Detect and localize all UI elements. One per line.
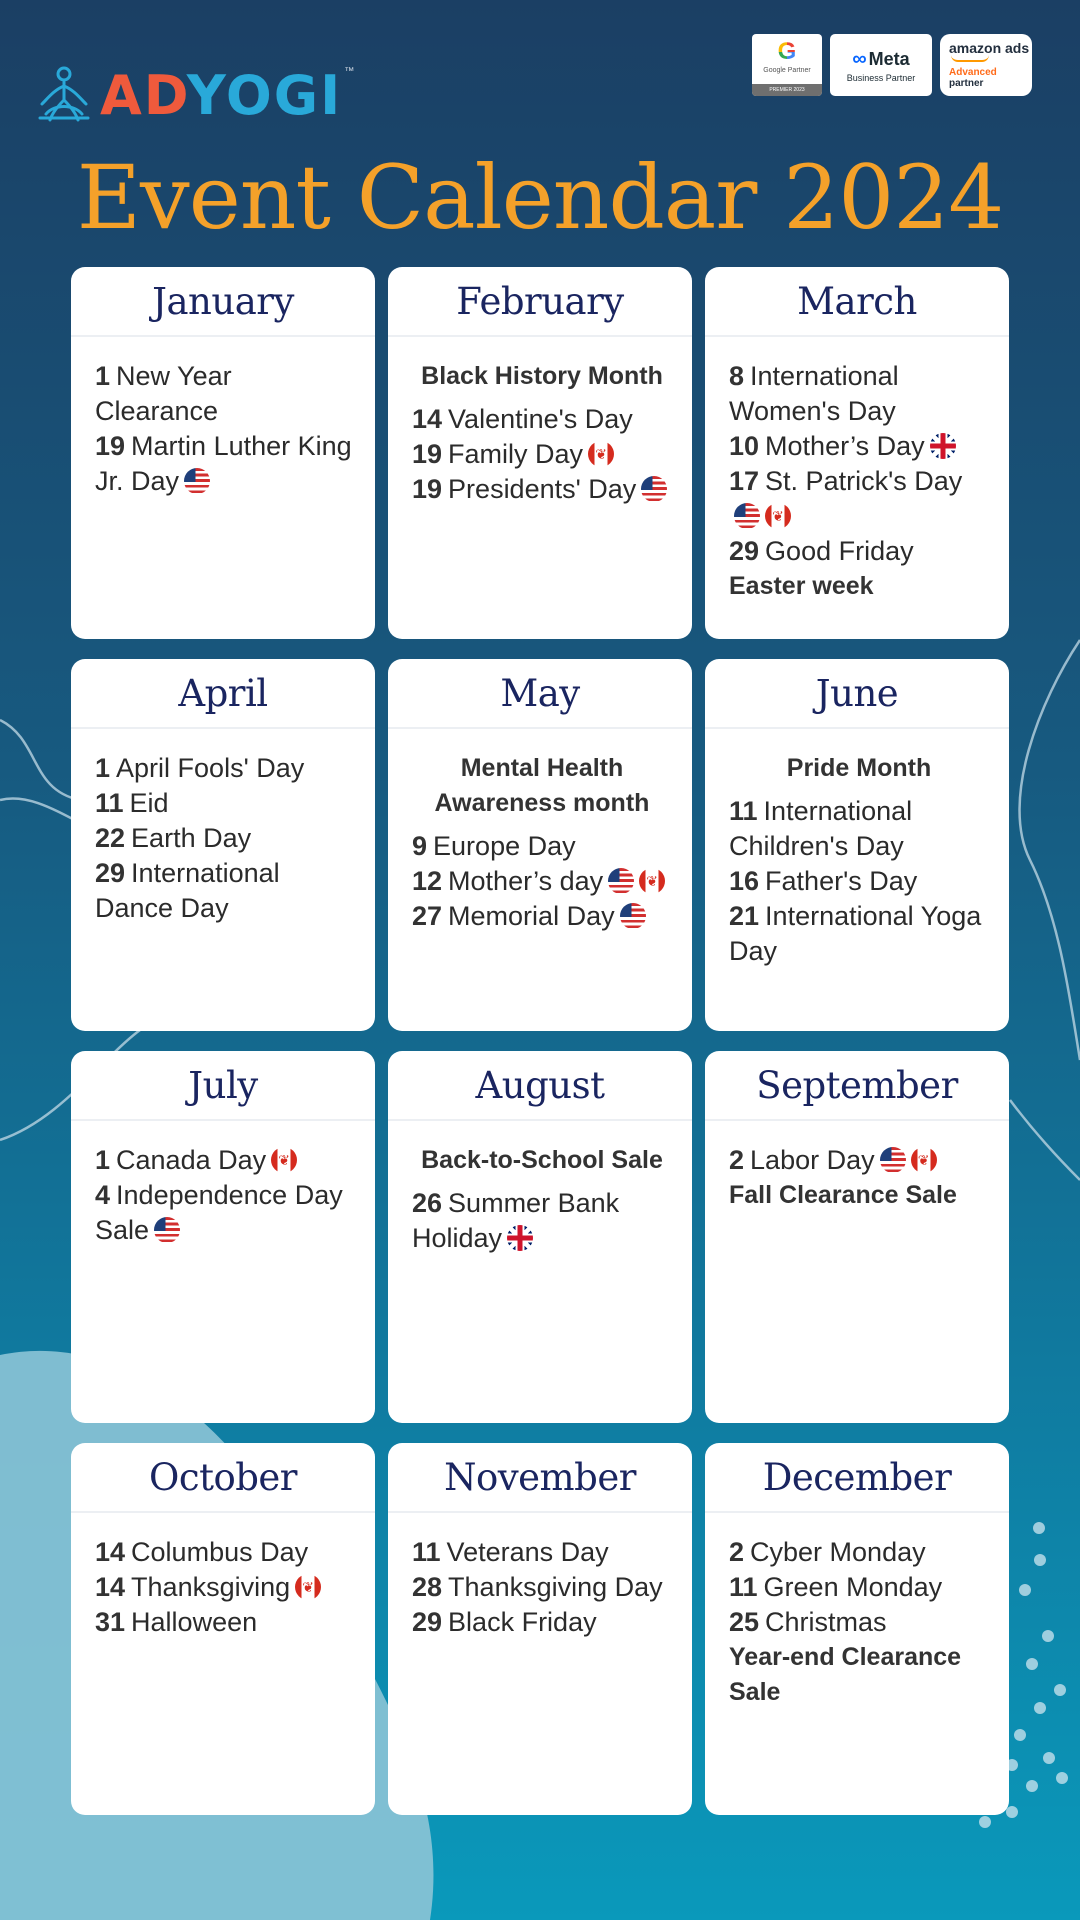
partner-badges — [752, 34, 1032, 96]
event-name: Canada Day — [116, 1145, 267, 1175]
month-card-november — [388, 1443, 692, 1815]
flag-ca-icon — [765, 503, 791, 529]
event-name: International Yoga Day — [729, 901, 982, 966]
event-day: 19 — [412, 439, 443, 469]
event-item — [729, 464, 989, 534]
month-events — [71, 729, 375, 926]
month-events — [705, 337, 1009, 604]
event-item — [412, 1535, 672, 1570]
month-heading: March — [705, 267, 1009, 337]
month-events — [71, 337, 375, 499]
month-card-february — [388, 267, 692, 639]
flag-us-icon — [641, 476, 667, 502]
month-card-may — [388, 659, 692, 1031]
month-observance: Mental Health Awareness month — [434, 754, 650, 817]
event-item — [95, 1535, 355, 1570]
month-events — [705, 729, 1009, 969]
google-partner-badge — [752, 34, 822, 96]
flag-uk-icon — [507, 1225, 533, 1251]
flag-ca-icon — [911, 1147, 937, 1173]
event-day: 25 — [729, 1607, 760, 1637]
event-item — [729, 864, 989, 899]
event-name: Valentine's Day — [448, 404, 633, 434]
event-day: 29 — [729, 536, 760, 566]
month-events — [388, 1121, 692, 1256]
month-heading: August — [388, 1051, 692, 1121]
flag-us-icon — [608, 868, 634, 894]
event-name: Memorial Day — [448, 901, 615, 931]
event-day: 14 — [412, 404, 443, 434]
month-card-october — [71, 1443, 375, 1815]
event-name: Thanksgiving — [131, 1572, 291, 1602]
flag-ca-icon — [588, 441, 614, 467]
month-events — [388, 337, 692, 507]
event-item — [412, 899, 672, 934]
event-item — [412, 1186, 672, 1256]
month-sale-note: Year-end Clearance Sale — [729, 1643, 962, 1706]
meta-title: Meta — [868, 48, 910, 69]
event-day: 31 — [95, 1607, 126, 1637]
event-item — [412, 1605, 672, 1640]
flag-uk-icon — [930, 433, 956, 459]
event-name: Father's Day — [765, 866, 918, 896]
event-name: St. Patrick's Day — [765, 466, 963, 496]
event-item — [412, 829, 672, 864]
month-grid — [71, 267, 1009, 1815]
google-logo-icon: G — [777, 38, 797, 65]
month-events — [71, 1513, 375, 1640]
month-card-august — [388, 1051, 692, 1423]
event-day: 27 — [412, 901, 443, 931]
flag-us-icon — [734, 503, 760, 529]
event-day: 11 — [729, 1572, 758, 1602]
event-name: Labor Day — [750, 1145, 875, 1175]
event-item — [412, 1570, 672, 1605]
event-name: Martin Luther King Jr. Day — [95, 431, 352, 496]
trademark-mark: ™ — [344, 66, 355, 77]
month-events — [705, 1513, 1009, 1710]
header — [0, 30, 1080, 140]
event-name: New Year Clearance — [95, 361, 232, 426]
month-card-july — [71, 1051, 375, 1423]
event-name: Mother’s day — [448, 866, 604, 896]
meta-subtitle: Business Partner — [846, 72, 916, 83]
google-partner-label: Google Partner — [763, 67, 811, 74]
event-item — [729, 794, 989, 864]
event-item — [95, 359, 355, 429]
month-observance: Pride Month — [786, 754, 932, 782]
event-name: Halloween — [131, 1607, 258, 1637]
event-day: 2 — [729, 1537, 745, 1567]
month-events — [388, 729, 692, 934]
event-name: Thanksgiving Day — [448, 1572, 663, 1602]
event-item — [412, 864, 672, 899]
month-heading: July — [71, 1051, 375, 1121]
amazon-partner-level: Advanced — [949, 67, 997, 78]
logo-yogi: YOGI — [186, 64, 343, 127]
event-day: 4 — [95, 1180, 111, 1210]
flag-us-icon — [184, 468, 210, 494]
event-name: Black Friday — [448, 1607, 597, 1637]
flag-us-icon — [154, 1217, 180, 1243]
event-item — [729, 1535, 989, 1570]
event-item — [412, 402, 672, 437]
month-card-april — [71, 659, 375, 1031]
event-name: Mother’s Day — [765, 431, 925, 461]
event-item — [95, 1605, 355, 1640]
adyogi-logo[interactable] — [38, 66, 354, 126]
event-item — [95, 821, 355, 856]
amazon-ads-partner-badge — [940, 34, 1032, 96]
flag-us-icon — [880, 1147, 906, 1173]
event-day: 21 — [729, 901, 760, 931]
event-day: 8 — [729, 361, 745, 391]
event-day: 11 — [412, 1537, 441, 1567]
event-item — [729, 1143, 989, 1178]
event-name: Green Monday — [763, 1572, 943, 1602]
flag-ca-icon — [271, 1147, 297, 1173]
amazon-partner-label: partner — [949, 78, 984, 89]
month-heading: September — [705, 1051, 1009, 1121]
event-name: Columbus Day — [131, 1537, 309, 1567]
month-events — [705, 1121, 1009, 1213]
google-partner-tier: PREMIER 2023 — [752, 84, 822, 96]
event-item — [729, 1570, 989, 1605]
event-item — [95, 1143, 355, 1178]
month-heading: June — [705, 659, 1009, 729]
event-day: 29 — [95, 858, 126, 888]
month-heading: February — [388, 267, 692, 337]
month-heading: May — [388, 659, 692, 729]
event-name: Good Friday — [765, 536, 914, 566]
event-item — [95, 1570, 355, 1605]
event-day: 2 — [729, 1145, 745, 1175]
event-day: 1 — [95, 361, 111, 391]
event-name: International Children's Day — [729, 796, 913, 861]
meta-infinity-icon: ∞ — [852, 47, 867, 70]
event-name: April Fools' Day — [116, 753, 305, 783]
event-item — [95, 751, 355, 786]
month-card-january — [71, 267, 375, 639]
logo-wordmark — [100, 64, 343, 127]
event-name: Earth Day — [131, 823, 252, 853]
event-item — [412, 437, 672, 472]
month-heading: April — [71, 659, 375, 729]
event-name: International Women's Day — [729, 361, 899, 426]
event-item — [95, 786, 355, 821]
event-name: Summer Bank Holiday — [412, 1188, 620, 1253]
meta-partner-badge — [830, 34, 932, 96]
event-name: Cyber Monday — [750, 1537, 926, 1567]
event-item — [729, 359, 989, 429]
flag-us-icon — [620, 903, 646, 929]
amazon-ads-title: amazon ads — [949, 40, 1030, 56]
event-day: 11 — [95, 788, 124, 818]
yoga-figure-icon — [38, 66, 90, 126]
event-item — [412, 472, 672, 507]
month-events — [71, 1121, 375, 1248]
month-heading: October — [71, 1443, 375, 1513]
event-item — [729, 1605, 989, 1640]
event-day: 17 — [729, 466, 760, 496]
event-name: Veterans Day — [446, 1537, 609, 1567]
month-card-september — [705, 1051, 1009, 1423]
event-name: International Dance Day — [95, 858, 280, 923]
logo-ad: AD — [100, 64, 187, 127]
month-sale-note: Easter week — [729, 572, 874, 600]
event-day: 28 — [412, 1572, 443, 1602]
event-day: 10 — [729, 431, 760, 461]
event-name: Independence Day Sale — [95, 1180, 343, 1245]
amazon-smile-icon — [951, 55, 989, 62]
event-name: Eid — [129, 788, 169, 818]
event-day: 19 — [412, 474, 443, 504]
month-heading: November — [388, 1443, 692, 1513]
event-item — [95, 1178, 355, 1248]
event-name: Christmas — [765, 1607, 887, 1637]
month-sale-note: Fall Clearance Sale — [729, 1181, 957, 1209]
month-observance: Back-to-School Sale — [421, 1146, 663, 1174]
month-heading: January — [71, 267, 375, 337]
event-day: 26 — [412, 1188, 443, 1218]
month-heading: December — [705, 1443, 1009, 1513]
month-card-december — [705, 1443, 1009, 1815]
event-name: Presidents' Day — [448, 474, 637, 504]
month-observance: Black History Month — [421, 362, 663, 390]
event-day: 1 — [95, 753, 111, 783]
event-day: 9 — [412, 831, 428, 861]
event-name: Europe Day — [433, 831, 576, 861]
month-card-march — [705, 267, 1009, 639]
event-item — [95, 429, 355, 499]
event-day: 19 — [95, 431, 126, 461]
event-day: 12 — [412, 866, 443, 896]
event-day: 16 — [729, 866, 760, 896]
event-day: 22 — [95, 823, 126, 853]
event-day: 14 — [95, 1537, 126, 1567]
event-item — [729, 534, 989, 569]
event-item — [95, 856, 355, 926]
page-title: Event Calendar 2024 — [76, 146, 1004, 249]
event-day: 29 — [412, 1607, 443, 1637]
event-name: Family Day — [448, 439, 584, 469]
event-day: 1 — [95, 1145, 111, 1175]
event-day: 11 — [729, 796, 758, 826]
month-card-june — [705, 659, 1009, 1031]
event-item — [729, 429, 989, 464]
event-day: 14 — [95, 1572, 126, 1602]
flag-ca-icon — [639, 868, 665, 894]
flag-ca-icon — [295, 1574, 321, 1600]
month-events — [388, 1513, 692, 1640]
event-item — [729, 899, 989, 969]
